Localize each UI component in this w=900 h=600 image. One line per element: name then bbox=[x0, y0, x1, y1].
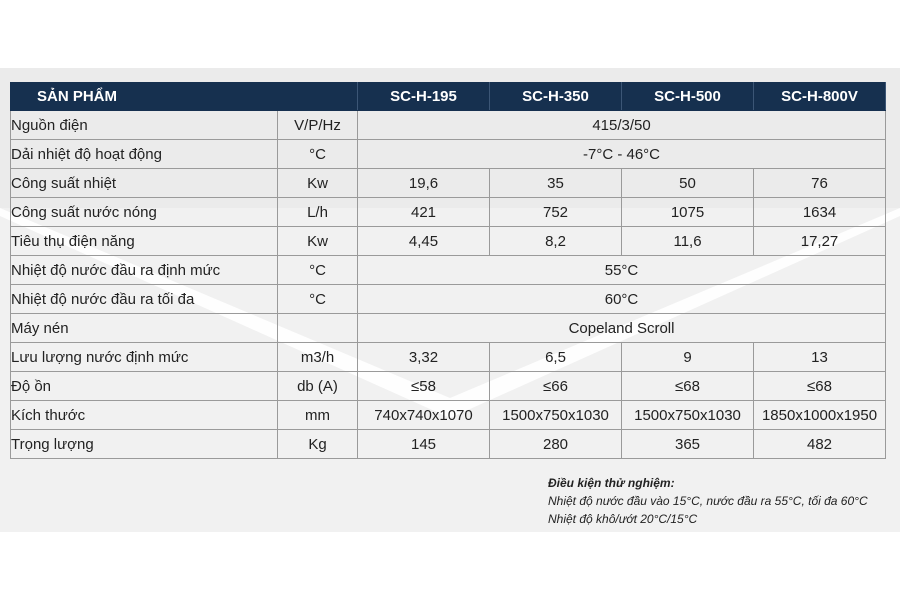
spec-table bbox=[10, 82, 886, 459]
spec-unit-cell: m3/h bbox=[278, 343, 358, 372]
table-row bbox=[11, 430, 886, 459]
spec-unit-cell bbox=[278, 314, 358, 343]
spec-value-cell: 752 bbox=[490, 198, 622, 227]
spec-value-cell: 1500x750x1030 bbox=[622, 401, 754, 430]
spec-value-cell: 19,6 bbox=[358, 169, 490, 198]
spec-unit-cell: Kg bbox=[278, 430, 358, 459]
spec-name-cell: Độ ồn bbox=[11, 372, 278, 401]
spec-name-cell: Trọng lượng bbox=[11, 430, 278, 459]
spec-value-cell: 482 bbox=[754, 430, 886, 459]
spec-value-cell: 3,32 bbox=[358, 343, 490, 372]
note-title: Điều kiện thử nghiệm: bbox=[548, 476, 675, 490]
spec-value-cell: 11,6 bbox=[622, 227, 754, 256]
table-row bbox=[11, 401, 886, 430]
spec-name-cell: Kích thước bbox=[11, 401, 278, 430]
spec-unit-cell: °C bbox=[278, 256, 358, 285]
spec-name-cell: Dải nhiệt độ hoạt động bbox=[11, 140, 278, 169]
spec-unit-cell: mm bbox=[278, 401, 358, 430]
spec-value-cell: 60°C bbox=[358, 285, 886, 314]
spec-unit-cell: °C bbox=[278, 285, 358, 314]
spec-value-cell: 8,2 bbox=[490, 227, 622, 256]
spec-unit-cell: V/P/Hz bbox=[278, 111, 358, 140]
spec-value-cell: 280 bbox=[490, 430, 622, 459]
spec-value-cell: Copeland Scroll bbox=[358, 314, 886, 343]
spec-value-cell: ≤68 bbox=[754, 372, 886, 401]
spec-value-cell: 76 bbox=[754, 169, 886, 198]
spec-unit-cell: Kw bbox=[278, 227, 358, 256]
table-row bbox=[11, 372, 886, 401]
model-header-cell: SC-H-350 bbox=[490, 83, 622, 111]
spec-value-cell: 1500x750x1030 bbox=[490, 401, 622, 430]
spec-unit-cell: L/h bbox=[278, 198, 358, 227]
spec-unit-cell: Kw bbox=[278, 169, 358, 198]
spec-value-cell: 1634 bbox=[754, 198, 886, 227]
spec-value-cell: 1850x1000x1950 bbox=[754, 401, 886, 430]
table-header-row bbox=[11, 83, 886, 111]
spec-name-cell: Nhiệt độ nước đầu ra định mức bbox=[11, 256, 278, 285]
spec-value-cell: 35 bbox=[490, 169, 622, 198]
table-row bbox=[11, 198, 886, 227]
spec-value-cell: 4,45 bbox=[358, 227, 490, 256]
table-row bbox=[11, 343, 886, 372]
spec-value-cell: 6,5 bbox=[490, 343, 622, 372]
spec-value-cell: ≤66 bbox=[490, 372, 622, 401]
spec-value-cell: 421 bbox=[358, 198, 490, 227]
table-row bbox=[11, 169, 886, 198]
table-row bbox=[11, 256, 886, 285]
spec-unit-cell: °C bbox=[278, 140, 358, 169]
spec-value-cell: 740x740x1070 bbox=[358, 401, 490, 430]
spec-value-cell: 55°C bbox=[358, 256, 886, 285]
table-row bbox=[11, 111, 886, 140]
model-header-cell: SC-H-195 bbox=[358, 83, 490, 111]
spec-value-cell: ≤68 bbox=[622, 372, 754, 401]
spec-value-cell: 365 bbox=[622, 430, 754, 459]
spec-name-cell: Lưu lượng nước định mức bbox=[11, 343, 278, 372]
spec-value-cell: 17,27 bbox=[754, 227, 886, 256]
product-header-cell: SẢN PHẨM bbox=[11, 83, 358, 111]
spec-name-cell: Công suất nhiệt bbox=[11, 169, 278, 198]
model-header-cell: SC-H-800V bbox=[754, 83, 886, 111]
spec-name-cell: Tiêu thụ điện năng bbox=[11, 227, 278, 256]
note-line: Nhiệt độ nước đầu vào 15°C, nước đầu ra 55°C, tối đa 60°C bbox=[548, 494, 868, 508]
table-row bbox=[11, 314, 886, 343]
note-line: Nhiệt độ khô/ướt 20°C/15°C bbox=[548, 512, 698, 526]
spec-name-cell: Công suất nước nóng bbox=[11, 198, 278, 227]
table-row bbox=[11, 227, 886, 256]
spec-unit-cell: db (A) bbox=[278, 372, 358, 401]
spec-value-cell: 13 bbox=[754, 343, 886, 372]
spec-value-cell: ≤58 bbox=[358, 372, 490, 401]
table-row bbox=[11, 285, 886, 314]
table-row bbox=[11, 140, 886, 169]
spec-value-cell: 415/3/50 bbox=[358, 111, 886, 140]
model-header-cell: SC-H-500 bbox=[622, 83, 754, 111]
spec-value-cell: 9 bbox=[622, 343, 754, 372]
spec-name-cell: Máy nén bbox=[11, 314, 278, 343]
spec-name-cell: Nguồn điện bbox=[11, 111, 278, 140]
spec-value-cell: -7°C - 46°C bbox=[358, 140, 886, 169]
spec-value-cell: 145 bbox=[358, 430, 490, 459]
spec-name-cell: Nhiệt độ nước đầu ra tối đa bbox=[11, 285, 278, 314]
spec-value-cell: 1075 bbox=[622, 198, 754, 227]
test-conditions-note bbox=[548, 474, 868, 528]
spec-value-cell: 50 bbox=[622, 169, 754, 198]
